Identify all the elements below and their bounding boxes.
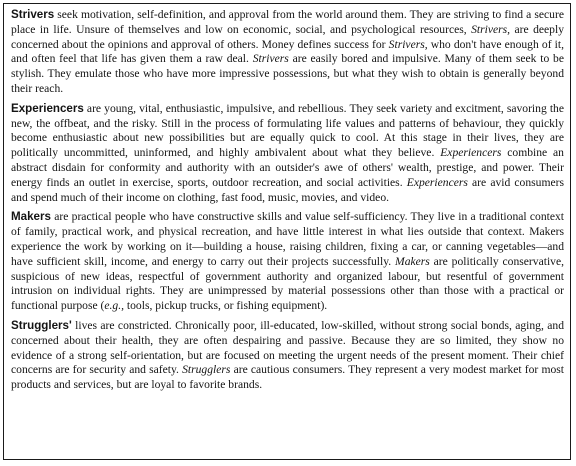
segment-term: Makers — [11, 210, 51, 224]
segment-text: are young, vital, enthusiastic, impulsive, and rebellious. They seek variety and excitment, savoring the new, the offbeat, and the risky. Still in the process of formulating life values and patterns of behaviour, they quickly become enthusiastic about new possibilities but are equally quick to cool. At this stage in their lives, they are politically uncommitted, uninformed, and highly ambivalent about what they believe. — [11, 101, 564, 160]
text-box — [3, 3, 571, 460]
segment-emphasis: Strugglers — [182, 363, 231, 377]
segment-emphasis: Strivers, — [388, 37, 428, 51]
paragraph-strugglers — [11, 319, 564, 393]
segment-text: are deeply concerned about the opinions and approval of others. Money defines success for — [11, 22, 564, 51]
segment-emphasis: Strivers, — [471, 22, 511, 36]
segment-term: Strivers — [11, 8, 55, 21]
paragraph-makers — [11, 210, 564, 314]
segment-emphasis: Strivers — [252, 52, 289, 66]
segment-text: are avid consumers and spend much of their income on clothing, fast food, music, movies, and video. — [11, 175, 564, 204]
paragraph-experiencers — [11, 102, 564, 206]
segment-emphasis: e.g., — [104, 299, 125, 313]
segment-term: Strugglers' — [11, 318, 72, 332]
segment-emphasis: Makers — [395, 254, 430, 268]
paragraph-strivers — [11, 8, 564, 97]
segment-term: Experiencers — [11, 101, 84, 115]
segment-text: are easily bored and impulsive. Many of them seek to be stylish. They emulate those who have more impressive possessions, but what they wish to obtain is generally beyond their reach. — [11, 52, 564, 95]
segment-text: are practical people who have constructive skills and value self-sufficiency. They live in a traditional context of family, practical work, and physical recreation, and have little interest in what lies outside that context. Makers experience the work by working on it—building a house, raising children, fixing a car, or canning vegetables—and have sufficient skill, income, and energy to carry out their projects successfully. — [11, 210, 564, 268]
segment-text: tools, pickup trucks, or fishing equipment). — [124, 299, 328, 313]
segment-text: lives are constricted. Chronically poor, ill-educated, low-skilled, without strong social bonds, aging, and concerned about their health, they are often despairing and passive. Because they are so limited, they show no evidence of a strong self-orientation, but are focused on meeting the urgent needs of the present moment. Their chief concerns are for security and safety. — [11, 318, 564, 377]
segment-text: are politically conservative, suspicious of new ideas, respectful of government authority and organized labour, but resentful of government intrusion on individual rights. They are unimpressed by material possessions other than those with a practical or functional purpose ( — [11, 254, 565, 313]
segment-text: seek motivation, self-definition, and approval from the world around them. They are striving to find a secure place in life. Unsure of themselves and low on economic, social, and psychological resources, — [11, 8, 564, 36]
segment-text: who don't have enough of it, and often feel that life has given them a raw deal. — [11, 37, 565, 66]
segment-text: are cautious consumers. They represent a very modest market for most products and services, but are loyal to favorite brands. — [11, 363, 565, 392]
segment-text: combine an abstract disdain for conformity and authority with an outsider's awe of others' wealth, prestige, and power. Their energy finds an outlet in exercise, sports, outdoor recreation, and social activities. — [11, 146, 564, 189]
segment-emphasis: Experiencers — [406, 175, 468, 189]
segment-emphasis: Experiencers — [440, 146, 502, 160]
